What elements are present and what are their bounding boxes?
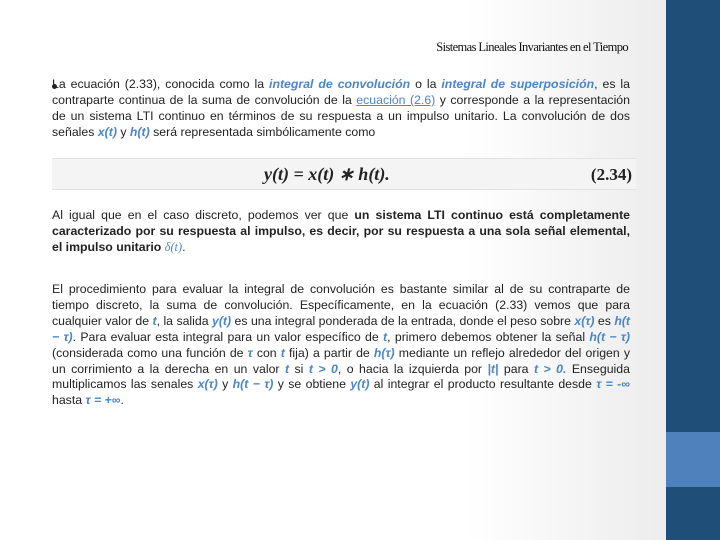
text-span: . bbox=[120, 393, 124, 408]
text-span: , primero debemos obtener la señal bbox=[387, 329, 590, 344]
paragraph-characterization bbox=[52, 208, 630, 256]
text-span: mediante un reflejo alrededor del origen y un corrimiento a la derecha en un valor bbox=[52, 345, 630, 376]
term-integral-superposicion: integral de superposición bbox=[441, 77, 595, 91]
text-span: El procedimiento para evaluar la integral de convolución es bastante similar al de su contraparte de tiempo discreto, la suma de convolución. Específicamente, en la ecuación (2.33) vemos que para cualquier valor de bbox=[52, 282, 630, 328]
var-t: t bbox=[284, 361, 290, 376]
text-span: y bbox=[217, 377, 233, 392]
equation-number: (2.34) bbox=[590, 165, 632, 184]
paragraph-intro bbox=[52, 77, 630, 141]
impulse-symbol: δ(t) bbox=[164, 239, 183, 254]
signal-x-tau: x(τ) bbox=[574, 313, 595, 328]
signal-h-shifted: h(t − τ) bbox=[52, 313, 631, 344]
signal-y: y(t) bbox=[350, 377, 370, 392]
key-statement: un sistema LTI continuo está completamente caracterizado por su respuesta al impulso, es decir, por su respuesta a una sola señal elemental, el impulso unitario bbox=[52, 208, 630, 254]
signal-h-shifted: h(t − τ) bbox=[232, 377, 274, 392]
text-span: hasta bbox=[52, 393, 86, 408]
var-tau: τ bbox=[247, 345, 253, 360]
text-span: . bbox=[182, 239, 186, 254]
text-span: Al igual que en el caso discreto, podemos ver que bbox=[52, 208, 355, 222]
text-span: Enseguida multiplicamos las senales bbox=[52, 361, 630, 392]
equation-reference-link[interactable]: ecuación (2.6) bbox=[356, 92, 436, 107]
text-span: y se obtiene bbox=[273, 377, 351, 392]
signal-h: h(t) bbox=[129, 124, 150, 139]
var-t: t bbox=[280, 345, 285, 360]
signal-x-tau: x(τ) bbox=[197, 377, 218, 392]
text-span: , la salida bbox=[156, 313, 212, 328]
term-integral-convolucion: integral de convolución bbox=[269, 77, 411, 91]
text-span: , o hacia la izquierda por bbox=[337, 361, 488, 376]
var-t: t bbox=[152, 313, 157, 328]
paragraph-procedure bbox=[52, 282, 630, 409]
signal-h-shifted: h(t − τ) bbox=[589, 329, 631, 344]
text-span: y bbox=[116, 124, 130, 139]
text-span: o la bbox=[410, 77, 442, 91]
condition-t-positive: t > 0. bbox=[533, 361, 567, 376]
text-span: fija) a partir de bbox=[284, 345, 374, 360]
limit-lower: τ = -∞ bbox=[596, 377, 630, 392]
text-span: para bbox=[498, 361, 534, 376]
text-span: (considerada como una función de bbox=[52, 345, 248, 360]
text-span: y corresponde a la representación de un sistema LTI continuo en términos de su respuesta a un impulso unitario. La convolución de dos señales bbox=[52, 92, 630, 139]
text-span: será representada simbólicamente como bbox=[149, 124, 376, 139]
text-span: . Para evaluar esta integral para un valor específico de bbox=[72, 329, 384, 344]
text-span: si bbox=[289, 361, 309, 376]
var-t: t bbox=[383, 329, 388, 344]
sidebar-band-light bbox=[666, 432, 720, 487]
text-span: La ecuación (2.33), conocida como la bbox=[52, 77, 270, 91]
page-title: Sistemas Lineales Invariantes en el Tiempo bbox=[436, 40, 628, 54]
equation-expression: y(t) = x(t) ∗ h(t). bbox=[264, 164, 390, 184]
text-span: , es la contraparte continua de la suma de convolución de la bbox=[52, 77, 630, 107]
condition-t-positive: t > 0 bbox=[308, 361, 338, 376]
sidebar-band-bottom bbox=[666, 487, 720, 540]
text-span: con bbox=[252, 345, 281, 360]
sidebar-decoration bbox=[666, 0, 720, 540]
abs-t: |t| bbox=[487, 361, 499, 376]
sidebar-band-dark bbox=[666, 0, 720, 432]
signal-h-tau: h(τ) bbox=[373, 345, 395, 360]
signal-x: x(t) bbox=[97, 124, 117, 139]
text-span: al integrar el producto resultante desde bbox=[369, 377, 597, 392]
text-span: es una integral ponderada de la entrada, donde el peso sobre bbox=[231, 313, 575, 328]
limit-upper: τ = +∞ bbox=[85, 393, 121, 408]
signal-y: y(t) bbox=[212, 313, 232, 328]
equation-block bbox=[52, 158, 636, 190]
text-span: es bbox=[594, 313, 615, 328]
